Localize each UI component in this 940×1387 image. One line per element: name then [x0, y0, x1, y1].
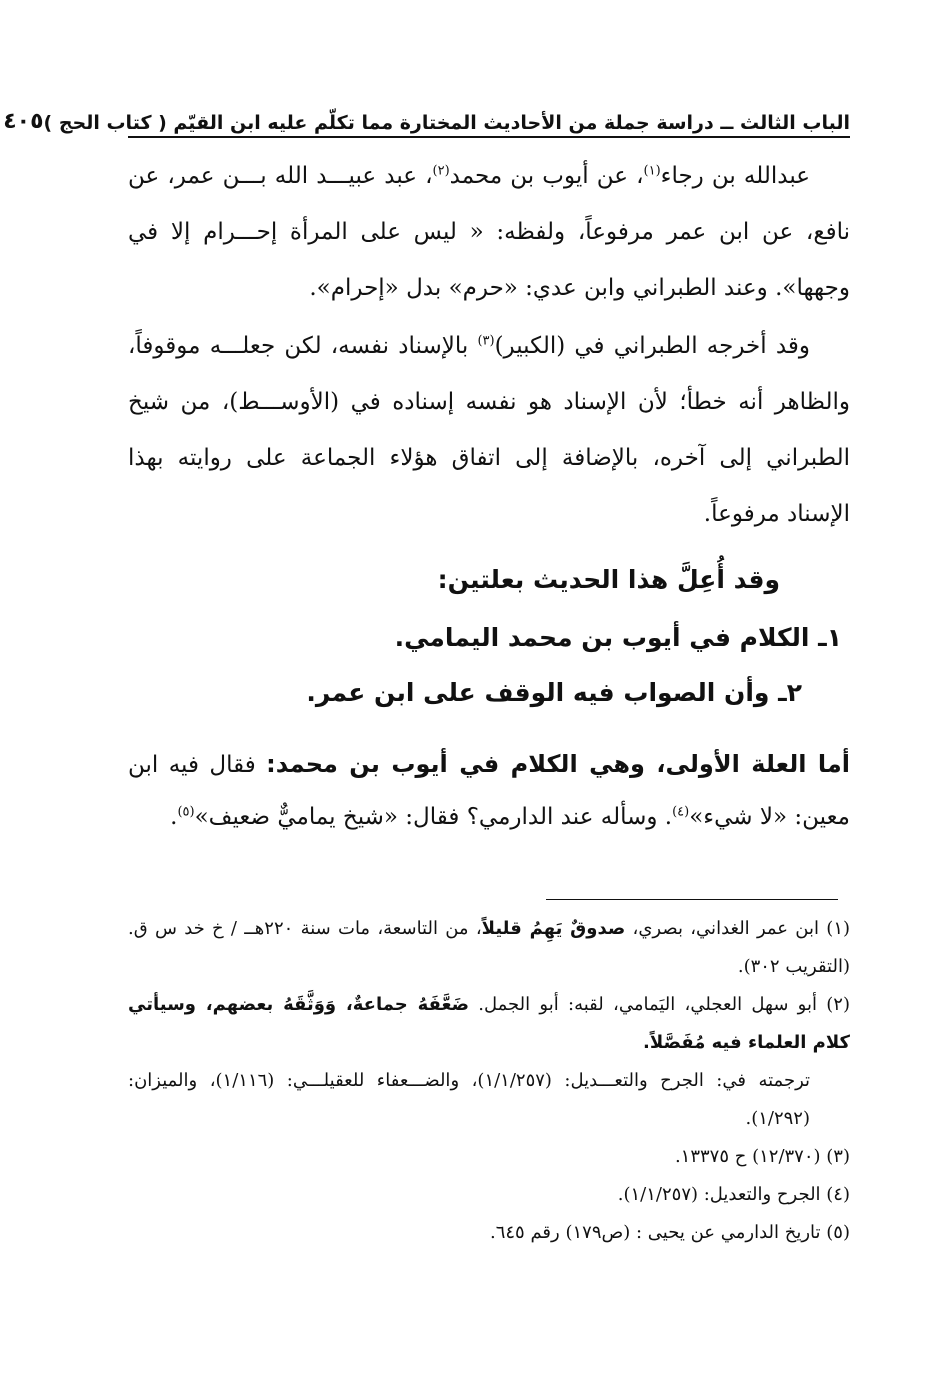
point-1-text: ١ـ الكلام في أيوب بن محمد اليمامي.: [394, 623, 842, 652]
p2-text-a: وقد أخرجه الطبراني في (الكبير): [494, 333, 810, 359]
point-2-text: ٢ـ وأن الصواب فيه الوقف على ابن عمر.: [306, 678, 802, 707]
p3-text-a: فقال فيه ابن معين: «لا شيء»: [128, 752, 850, 830]
p3-text-c: .: [170, 804, 178, 830]
paragraph-1: [128, 148, 850, 316]
footnote-1-number: (١): [826, 918, 851, 939]
p1-text-a: عبدالله بن رجاء: [660, 163, 810, 189]
heading-text: وقد أُعِلَّ هذا الحديث بعلتين:: [437, 565, 780, 594]
footnotes: [128, 910, 850, 1252]
paragraph-2: [128, 318, 850, 542]
footnote-1-bold: صدوقٌ يَهِمُ قليلاً: [481, 918, 626, 939]
footnote-ref-1: (١): [643, 163, 661, 179]
header-rule: [128, 136, 850, 138]
section-heading: [128, 551, 850, 609]
footnote-1: [128, 910, 850, 986]
p2-text-b: بالإسناد نفسه، لكن جعلـــه موقوفاً، والظاهر أنه خطأ؛ لأن الإسناد هو نفسه إسناده في (الأوســـط)، من شيخ الطبراني إلى آخره، بالإضافة إلى اتفاق هؤلاء الجماعة على روايته بهذا الإسناد مرفوعاً.: [128, 333, 850, 527]
footnote-1-text-a: ابن عمر الغداني، بصري،: [625, 918, 827, 939]
p1-text-b: ، عن أيوب بن محمد: [449, 163, 644, 189]
footnote-ref-4: (٤): [672, 804, 690, 820]
page-number: ٤٠٥: [3, 109, 44, 134]
point-2-heading: [128, 664, 850, 722]
point-1-heading: [128, 609, 850, 667]
p3-text-b: . وسأله عند الدارمي؟ فقال: «شيخ يماميٌّ ضعيف»: [194, 804, 673, 830]
p1-text-c: ، عبد عبيـــد الله بـــن عمر، عن نافع، عن ابن عمر مرفوعاً، ولفظه: « ليس على المرأة إحـــرام إلا في وجهها». وعند الطبراني وابن عدي: «حرم» بدل «إحرام».: [128, 163, 850, 301]
footnote-2-bold: ضَعَّفَهُ جماعةٌ، وَوَثَّقَهُ بعضهم، وسيأتي كلام العلماء فيه مُفَصَّلاً.: [128, 994, 850, 1053]
footnote-2-number: (٢): [826, 994, 850, 1015]
footnote-separator: [546, 899, 838, 900]
p3-lead: أما العلة الأولى، وهي الكلام في أيوب بن محمد:: [266, 750, 850, 778]
footnote-ref-2: (٢): [432, 163, 450, 179]
footnote-ref-3: (٣): [477, 333, 495, 349]
page-header: [3, 92, 850, 134]
footnote-2: [128, 986, 850, 1062]
footnote-ref-5: (٥): [177, 804, 195, 820]
paragraph-3: [128, 738, 850, 843]
footnote-2-text-a: أبو سهل العجلي، اليَمامي، لقبه: أبو الجمل.: [469, 994, 827, 1015]
footnote-4: (٤) الجرح والتعديل: (١/١/٢٥٧).: [617, 1184, 850, 1205]
footnote-2-continuation: ترجمته في: الجرح والتعـــديل: (١/١/٢٥٧)، والضـــعفاء للعقيلـــي: (١/١١٦)، والميزان: (١/٢٩٢).: [128, 1070, 811, 1129]
footnote-3: (٣) (١٢/٣٧٠) ح ١٣٣٧٥.: [674, 1146, 850, 1167]
footnote-5: (٥) تاريخ الدارمي عن يحيى : (ص١٧٩) رقم ٦٤٥.: [489, 1222, 850, 1243]
footnote-1-text-b: ، من التاسعة، مات سنة ٢٢٠هــ / خ خد س ق. (التقريب ٣٠٢).: [128, 918, 850, 977]
running-title: الباب الثالث ــ دراسة جملة من الأحاديث المختارة مما تكلّم عليه ابن القيّم ( كتاب الحج ): [43, 112, 850, 134]
